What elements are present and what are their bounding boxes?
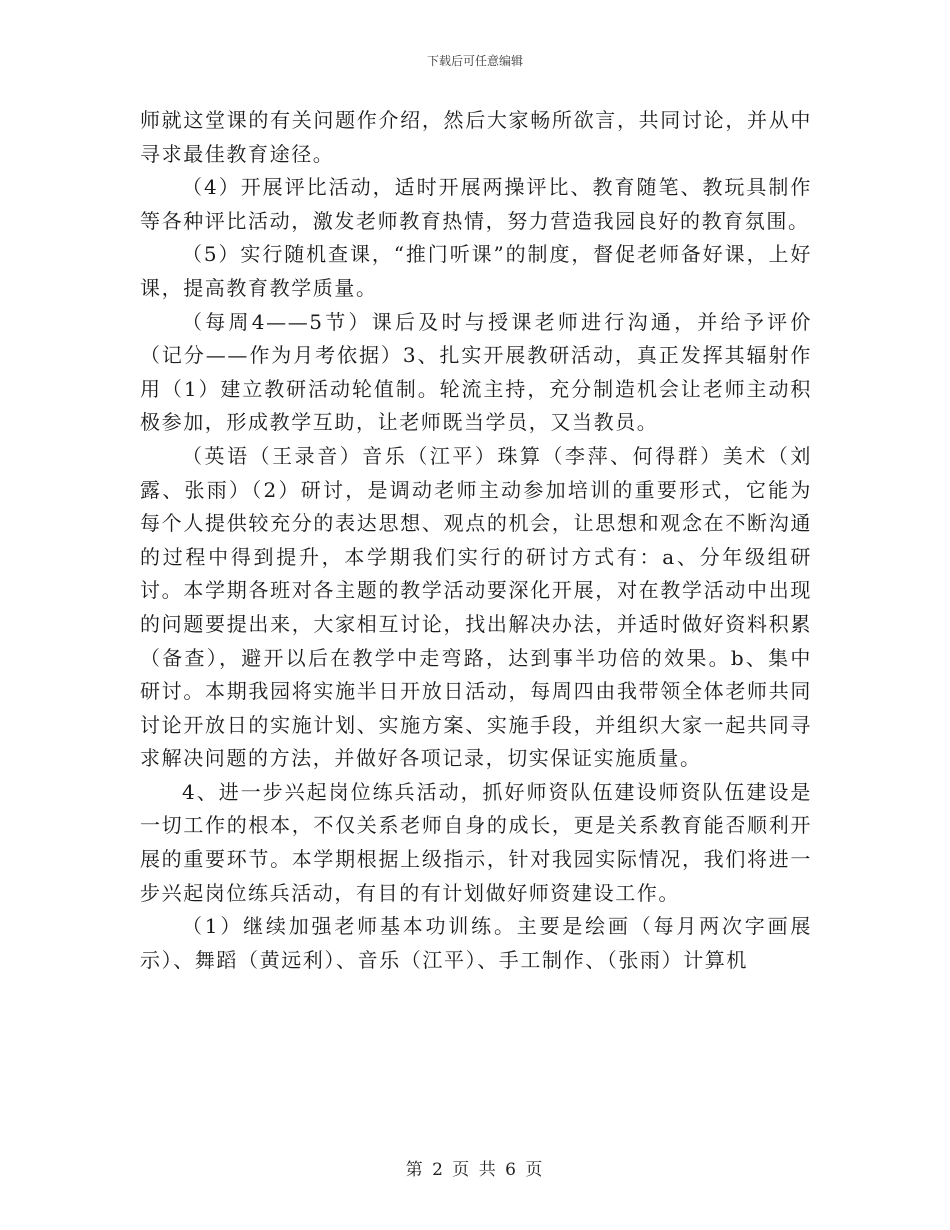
document-body: [140, 104, 812, 977]
paragraph-4: （每周4——5节）课后及时与授课老师进行沟通，并给予评价（记分——作为月考依据）3、扎实开展教研活动，真正发挥其辐射作用（1）建立教研活动轮值制。轮流主持，充分制造机会让老师主动积极参加，形成教学互助，让老师既当学员，又当教员。: [140, 309, 812, 435]
paragraph-3: （5）实行随机查课，“推门听课”的制度，督促老师备好课，上好课，提高教育教学质量。: [140, 242, 812, 300]
paragraph-5: （英语（王录音）音乐（江平）珠算（李萍、何得群）美术（刘露、张雨）（2）研讨，是调动老师主动参加培训的重要形式，它能为每个人提供较充分的表达思想、观点的机会，让思想和观念在不断沟通的过程中得到提升，本学期我们实行的研讨方式有：a、分年级组研讨。本学期各班对各主题的教学活动要深化开展，对在教学活动中出现的问题要提出来，大家相互讨论，找出解决办法，并适时做好资料积累（备查），避开以后在教学中走弯路，达到事半功倍的效果。b、集中研讨。本期我园将实施半日开放日活动，每周四由我带领全体老师共同讨论开放日的实施计划、实施方案、实施手段，并组织大家一起共同寻求解决问题的方法，并做好各项记录，切实保证实施质量。: [140, 443, 812, 771]
paragraph-2: （4）开展评比活动，适时开展两操评比、教育随笔、教玩具制作等各种评比活动，激发老师教育热情，努力营造我园良好的教育氛围。: [140, 175, 812, 233]
paragraph-1: 师就这堂课的有关问题作介绍，然后大家畅所欲言，共同讨论，并从中寻求最佳教育途径。: [140, 108, 812, 166]
paragraph-7: （1）继续加强老师基本功训练。主要是绘画（每月两次字画展示）、舞蹈（黄远利）、音乐（江平）、手工制作、（张雨）计算机: [140, 914, 812, 972]
page-header-note: 下载后可任意编辑: [426, 54, 523, 68]
paragraph-6: 4、进一步兴起岗位练兵活动，抓好师资队伍建设师资队伍建设是一切工作的根本，不仅关系老师自身的成长，更是关系教育能否顺利开展的重要环节。本学期根据上级指示，针对我园实际情况，我们将进一步兴起岗位练兵活动，有目的有计划做好师资建设工作。: [140, 779, 812, 905]
page-number: 第 2 页 共 6 页: [405, 1160, 545, 1180]
